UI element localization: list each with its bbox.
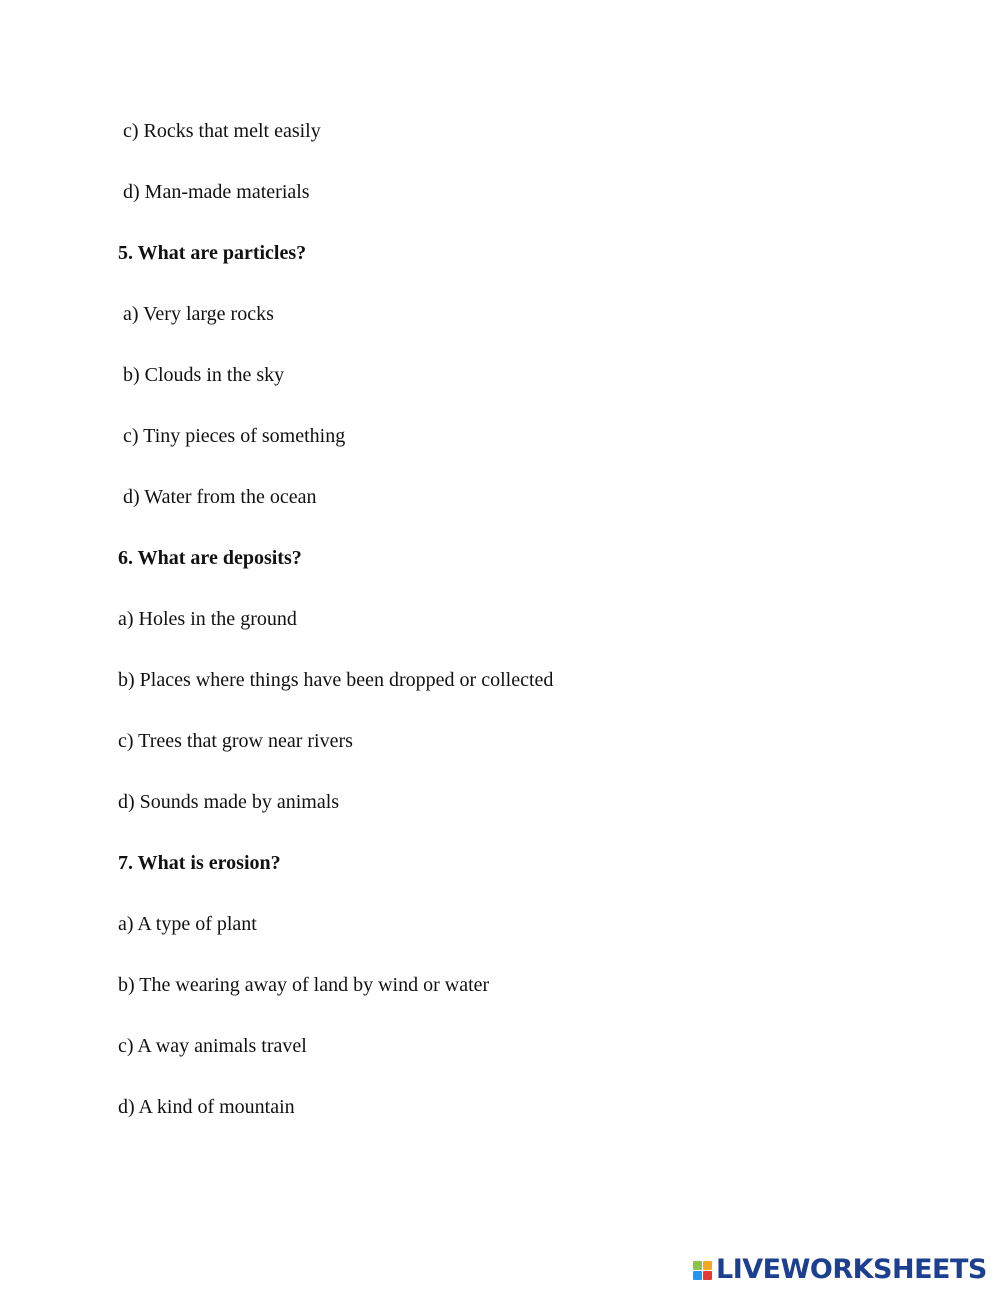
liveworksheets-logo <box>693 1256 987 1284</box>
q5-option-a: a) Very large rocks <box>123 303 274 325</box>
q6-option-b: b) Places where things have been dropped or collected <box>118 669 554 691</box>
q4-option-d: d) Man-made materials <box>123 181 310 203</box>
q4-option-c: c) Rocks that melt easily <box>123 120 321 142</box>
q5-option-b: b) Clouds in the sky <box>123 364 285 386</box>
logo-square-icon <box>693 1261 702 1270</box>
logo-text: LIVEWORKSHEETS <box>716 1254 987 1285</box>
q6-question: 6. What are deposits? <box>118 547 302 569</box>
logo-mark-icon <box>693 1261 712 1280</box>
q6-option-a: a) Holes in the ground <box>118 608 297 630</box>
q6-option-d: d) Sounds made by animals <box>118 791 340 813</box>
logo-square-icon <box>703 1261 712 1270</box>
q5-question: 5. What are particles? <box>118 242 307 264</box>
q7-option-c: c) A way animals travel <box>118 1035 307 1057</box>
q7-option-d: d) A kind of mountain <box>118 1096 295 1118</box>
q6-option-c: c) Trees that grow near rivers <box>118 730 353 752</box>
q7-option-a: a) A type of plant <box>118 913 257 935</box>
q7-option-b: b) The wearing away of land by wind or water <box>118 974 490 996</box>
logo-square-icon <box>703 1271 712 1280</box>
q7-question: 7. What is erosion? <box>118 852 281 874</box>
q5-option-d: d) Water from the ocean <box>123 486 317 508</box>
q5-option-c: c) Tiny pieces of something <box>123 425 346 447</box>
logo-square-icon <box>693 1271 702 1280</box>
